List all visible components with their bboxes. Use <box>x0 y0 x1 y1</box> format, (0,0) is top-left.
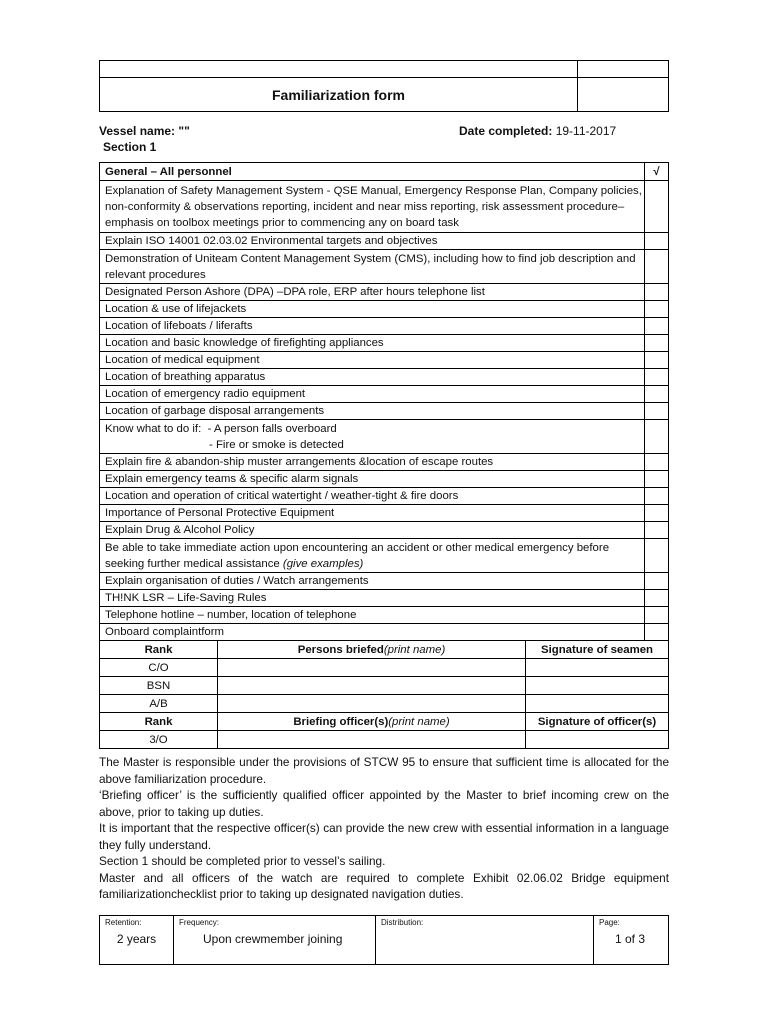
checkbox-cell[interactable] <box>645 250 669 284</box>
medical-italic: (give examples) <box>282 557 364 570</box>
frequency-value: Upon crewmember joining <box>203 932 343 946</box>
persons-briefed-header <box>218 641 526 659</box>
checkbox-cell[interactable] <box>645 318 669 335</box>
checklist-item: Explain ISO 14001 02.03.02 Environmental targets and objectives <box>100 233 645 250</box>
note-paragraph: Master and all officers of the watch are required to complete Exhibit 02.06.02 Bridge equipment familiarizationchecklist prior to taking up designated navigation duties. <box>99 870 669 901</box>
checklist-item: Explain emergency teams & specific alarm signals <box>100 471 645 488</box>
checkbox-cell[interactable] <box>645 624 669 641</box>
form-title: Familiarization form <box>100 78 578 112</box>
briefing-officer-header <box>218 713 526 731</box>
checklist-item: Explain Drug & Alcohol Policy <box>100 522 645 539</box>
checklist-item: Location of breathing apparatus <box>100 369 645 386</box>
checkbox-cell[interactable] <box>645 505 669 522</box>
checklist-item: Location & use of lifejackets <box>100 301 645 318</box>
checklist-item-know-what <box>100 420 645 454</box>
name-input-cell[interactable] <box>218 659 526 677</box>
checklist-item-medical <box>100 539 645 573</box>
checkbox-cell[interactable] <box>645 301 669 318</box>
vessel-name-label: Vessel name: <box>99 124 176 138</box>
checklist-heading: General – All personnel <box>100 163 645 181</box>
distribution-cell <box>376 916 594 965</box>
date-completed <box>459 124 616 138</box>
rank-cell: A/B <box>100 695 218 713</box>
checkbox-cell[interactable] <box>645 607 669 624</box>
briefing-officer-label: Briefing officer(s) <box>293 715 389 728</box>
officer-signature-input-cell[interactable] <box>526 731 669 749</box>
checklist-item: Designated Person Ashore (DPA) –DPA role, ERP after hours telephone list <box>100 284 645 301</box>
signature-input-cell[interactable] <box>526 659 669 677</box>
page-label: Page: <box>599 918 620 927</box>
checkbox-cell[interactable] <box>645 369 669 386</box>
signature-officer-header: Signature of officer(s) <box>526 713 669 731</box>
checklist-table <box>99 162 669 641</box>
checkbox-cell[interactable] <box>645 522 669 539</box>
checklist-item: Location of medical equipment <box>100 352 645 369</box>
officer-rank-cell: 3/O <box>100 731 218 749</box>
rank-cell: C/O <box>100 659 218 677</box>
persons-briefed-label: Persons briefed <box>297 643 384 656</box>
briefing-officer-note: (print name) <box>388 715 450 728</box>
checkbox-cell[interactable] <box>645 454 669 471</box>
vessel-name <box>99 124 190 138</box>
notes-section <box>99 754 669 903</box>
checklist-item: TH!NK LSR – Life-Saving Rules <box>100 590 645 607</box>
note-paragraph: It is important that the respective officer(s) can provide the new crew with essential information in a language they fully understand. <box>99 821 669 852</box>
persons-briefed-note: (print name) <box>383 643 446 656</box>
officer-name-input-cell[interactable] <box>218 731 526 749</box>
know-what-line2: - Fire or smoke is detected <box>209 438 344 451</box>
officer-rank-header: Rank <box>100 713 218 731</box>
header-top-right-cell <box>578 61 669 78</box>
checklist-item: Demonstration of Uniteam Content Management System (CMS), including how to find job description and relevant procedures <box>100 250 645 284</box>
note-paragraph: The Master is responsible under the provisions of STCW 95 to ensure that sufficient time is allocated for the above familiarization procedure. <box>99 755 669 786</box>
checkbox-cell[interactable] <box>645 386 669 403</box>
checklist-item: Location of lifeboats / liferafts <box>100 318 645 335</box>
date-completed-label: Date completed: <box>459 124 553 138</box>
checklist-item: Location of garbage disposal arrangements <box>100 403 645 420</box>
header-right-cell <box>578 78 669 112</box>
header-box <box>99 60 669 112</box>
page-value: 1 of 3 <box>615 932 646 946</box>
medical-text: Be able to take immediate action upon encountering an accident or other medical emergency before seeking further medical assistance <box>105 541 610 570</box>
distribution-label: Distribution: <box>381 918 424 927</box>
vessel-name-value: "" <box>178 124 190 138</box>
retention-value: 2 years <box>116 932 157 946</box>
footer-table <box>99 915 669 965</box>
checklist-item: Location and basic knowledge of firefighting appliances <box>100 335 645 352</box>
section-label: Section 1 <box>103 140 157 154</box>
checklist-item: Importance of Personal Protective Equipment <box>100 505 645 522</box>
checkbox-cell[interactable] <box>645 471 669 488</box>
checklist-item: Explain organisation of duties / Watch arrangements <box>100 573 645 590</box>
note-paragraph: ‘Briefing officer’ is the sufficiently qualified officer appointed by the Master to brief incoming crew on the above, prior to taking up duties. <box>99 788 669 819</box>
checkbox-cell[interactable] <box>645 488 669 505</box>
frequency-label: Frequency: <box>179 918 220 927</box>
date-completed-value: 19-11-2017 <box>555 124 617 138</box>
retention-cell <box>100 916 174 965</box>
checkbox-cell[interactable] <box>645 233 669 250</box>
signature-seamen-header: Signature of seamen <box>526 641 669 659</box>
header-top-left-cell <box>100 61 578 78</box>
checkbox-cell[interactable] <box>645 573 669 590</box>
frequency-cell <box>174 916 376 965</box>
checklist-item: Explanation of Safety Management System - QSE Manual, Emergency Response Plan, Company policies, non-conformity & observations reporting, incident and near miss reporting, risk assessment procedure– emphasis on toolbox meetings prior to commencing any on board task <box>100 181 645 233</box>
signature-input-cell[interactable] <box>526 677 669 695</box>
retention-label: Retention: <box>105 918 142 927</box>
name-input-cell[interactable] <box>218 677 526 695</box>
rank-cell: BSN <box>100 677 218 695</box>
checkbox-cell[interactable] <box>645 590 669 607</box>
checkbox-cell[interactable] <box>645 352 669 369</box>
know-what-line1: - A person falls overboard <box>207 422 337 435</box>
checklist-item: Explain fire & abandon-ship muster arrangements &location of escape routes <box>100 454 645 471</box>
checkbox-cell[interactable] <box>645 181 669 233</box>
checkbox-cell[interactable] <box>645 539 669 573</box>
checkbox-cell[interactable] <box>645 403 669 420</box>
checkbox-cell[interactable] <box>645 420 669 454</box>
checklist-item: Telephone hotline – number, location of telephone <box>100 607 645 624</box>
signature-input-cell[interactable] <box>526 695 669 713</box>
note-paragraph: Section 1 should be completed prior to vessel’s sailing. <box>99 854 386 868</box>
persons-briefed-table <box>99 640 669 749</box>
check-mark-header: √ <box>645 163 669 181</box>
know-what-lead: Know what to do if: <box>105 422 202 435</box>
page-cell <box>594 916 669 965</box>
checklist-item: Location of emergency radio equipment <box>100 386 645 403</box>
checkbox-cell[interactable] <box>645 284 669 301</box>
checklist-item: Location and operation of critical watertight / weather-tight & fire doors <box>100 488 645 505</box>
rank-header: Rank <box>100 641 218 659</box>
checkbox-cell[interactable] <box>645 335 669 352</box>
checklist-item: Onboard complaintform <box>100 624 645 641</box>
name-input-cell[interactable] <box>218 695 526 713</box>
